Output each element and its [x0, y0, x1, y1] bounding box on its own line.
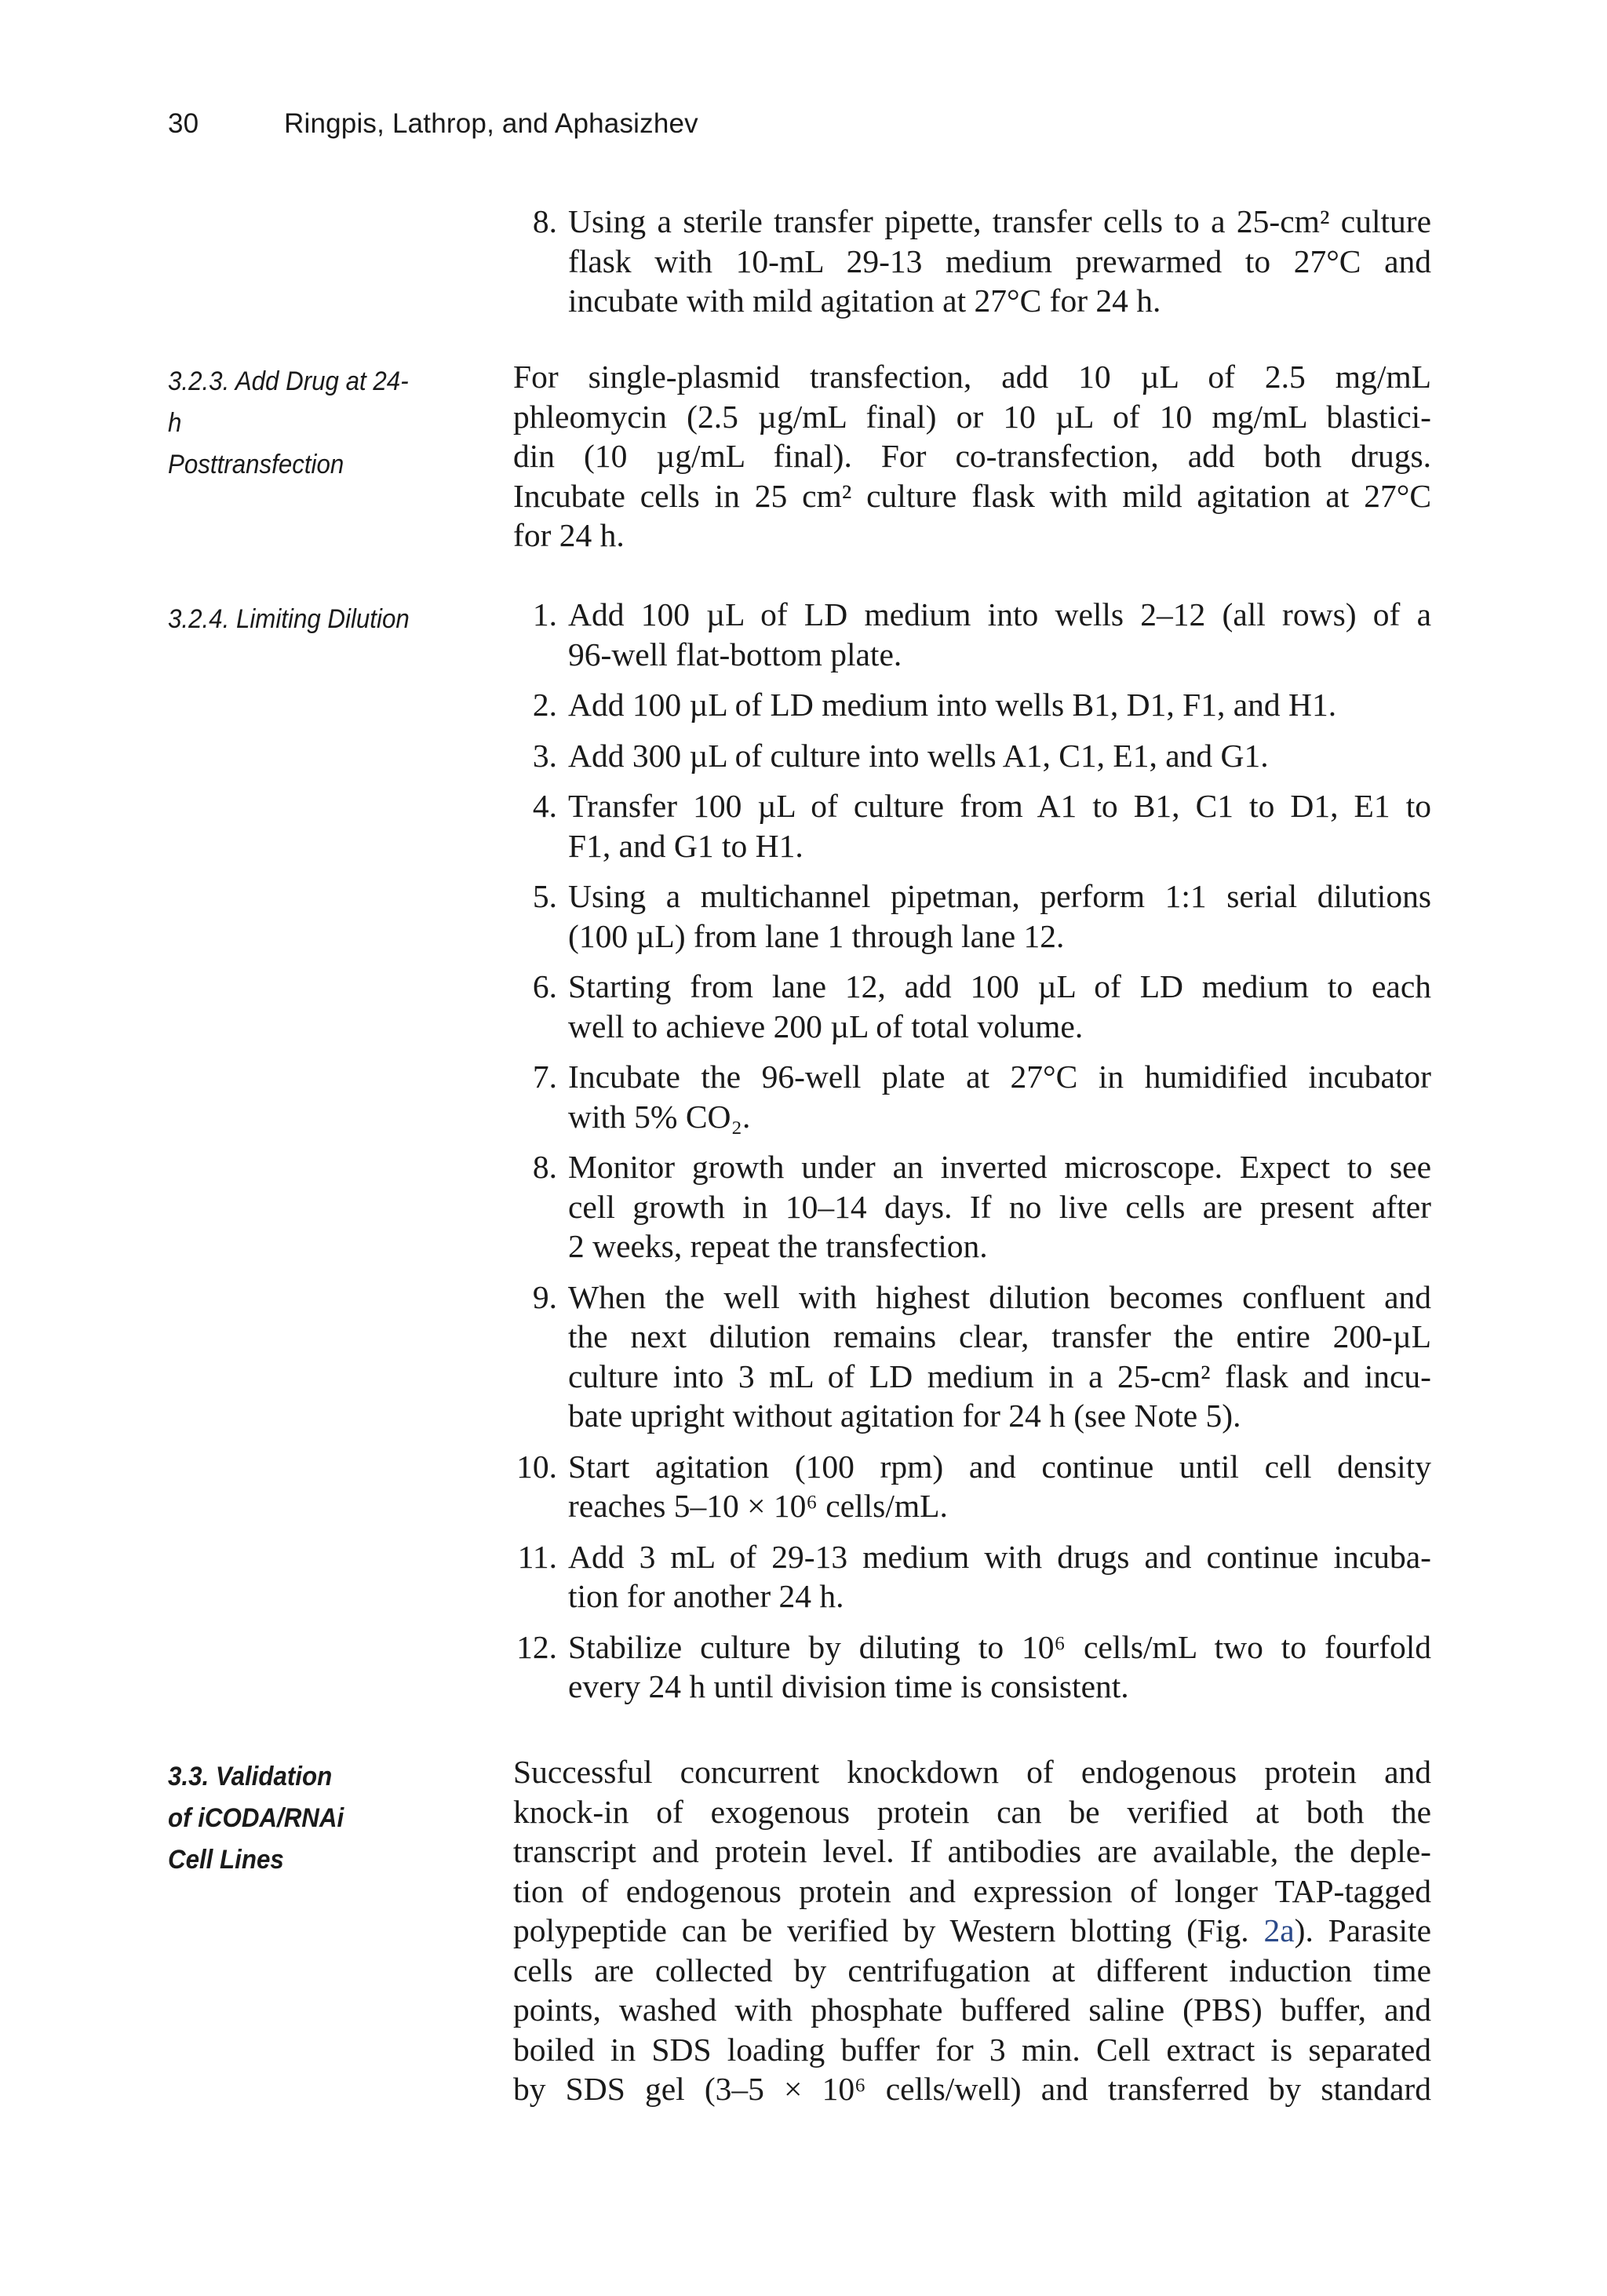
step-line: every 24 h until division time is consistent. — [568, 1668, 1129, 1704]
heading-line: Posttransfection — [168, 450, 344, 479]
step-line: culture into 3 mL of LD medium in a 25-cm² flask and incu- — [568, 1358, 1431, 1394]
paragraph-line: for 24 h. — [513, 517, 625, 553]
step-line: Add 100 µL of LD medium into wells 2–12 (all rows) of a — [568, 596, 1431, 632]
step-line: flask with 10-mL 29-13 medium prewarmed to 27°C and — [568, 242, 1431, 279]
paragraph-line: polypeptide can be verified by Western blotting (Fig. 2a). Parasite — [513, 1912, 1431, 1948]
paragraph-line: phleomycin (2.5 µg/mL final) or 10 µL of 10 mg/mL blastici- — [513, 398, 1431, 435]
step-number: 8. — [532, 1149, 557, 1185]
step-line: with 5% CO₂. — [568, 1098, 751, 1135]
step-line: Stabilize culture by diluting to 10⁶ cells/mL two to fourfold — [568, 1628, 1431, 1665]
step-line: well to achieve 200 µL of total volume. — [568, 1008, 1084, 1044]
step-number: 11. — [517, 1538, 557, 1575]
list-item — [513, 1057, 1431, 1136]
step-line: Monitor growth under an inverted microscope. Expect to see — [568, 1149, 1431, 1185]
step-line: Add 300 µL of culture into wells A1, C1, E1, and G1. — [568, 737, 1269, 774]
limiting-dilution-steps — [513, 595, 1431, 1707]
list-item — [513, 736, 1431, 776]
step-line: Add 100 µL of LD medium into wells B1, D1, F1, and H1. — [568, 687, 1337, 723]
step-line: Incubate the 96-well plate at 27°C in humidified incubator — [568, 1059, 1431, 1095]
step-line: tion for another 24 h. — [568, 1578, 844, 1614]
page-number: 30 — [168, 108, 199, 139]
heading-line: 3.2.4. Limiting Dilution — [168, 604, 410, 634]
step-line: Starting from lane 12, add 100 µL of LD medium to each — [568, 968, 1431, 1004]
section-body-3-2-4 — [513, 595, 1431, 1718]
section-heading-3-3 — [168, 1756, 414, 1881]
step-line: reaches 5–10 × 10⁶ cells/mL. — [568, 1488, 948, 1524]
paragraph-line: Successful concurrent knockdown of endogenous protein and — [513, 1754, 1431, 1790]
section-heading-3-2-4 — [168, 599, 414, 640]
step-number: 10. — [516, 1448, 557, 1485]
step-number: 7. — [532, 1059, 557, 1095]
paragraph-line: For single-plasmid transfection, add 10 µL of 2.5 mg/mL — [513, 359, 1431, 395]
list-item — [513, 1447, 1431, 1526]
step-number: 9. — [532, 1278, 557, 1315]
step-number: 1. — [532, 596, 557, 632]
step-line: F1, and G1 to H1. — [568, 827, 804, 864]
paragraph-line: din (10 µg/mL final). For co-transfection, add both drugs. — [513, 438, 1431, 474]
step-number: 3. — [532, 737, 557, 774]
step-line: Transfer 100 µL of culture from A1 to B1, C1 to D1, E1 to — [568, 788, 1431, 824]
step-line: the next dilution remains clear, transfer the entire 200-µL — [568, 1318, 1431, 1354]
paragraph-line: knock-in of exogenous protein can be verified at both the — [513, 1793, 1431, 1830]
step-line: (100 µL) from lane 1 through lane 12. — [568, 917, 1065, 954]
list-item — [513, 1147, 1431, 1266]
heading-line: 3.2.3. Add Drug at 24-h — [168, 366, 409, 438]
step-number: 6. — [532, 968, 557, 1004]
list-item — [513, 1627, 1431, 1707]
step-number: 4. — [532, 788, 557, 824]
paragraph-line: boiled in SDS loading buffer for 3 min. Cell extract is separated — [513, 2031, 1431, 2068]
step-line: 96-well flat-bottom plate. — [568, 636, 902, 672]
list-item — [513, 876, 1431, 956]
step-line: When the well with highest dilution becomes confluent and — [568, 1278, 1431, 1315]
section-body-3-3 — [513, 1752, 1431, 2109]
step-line: Using a sterile transfer pipette, transfer cells to a 25-cm² culture — [568, 203, 1431, 239]
list-item — [513, 786, 1431, 866]
author-line: Ringpis, Lathrop, and Aphasizhev — [284, 108, 698, 139]
heading-line: Cell Lines — [168, 1845, 284, 1875]
heading-line: of iCODA/RNAi — [168, 1803, 344, 1833]
step-line: bate upright without agitation for 24 h (see Note 5). — [568, 1398, 1241, 1434]
figure-reference-link[interactable]: 2a — [1263, 1912, 1295, 1948]
paragraph-line: transcript and protein level. If antibodies are available, the deple- — [513, 1833, 1431, 1869]
step-line: Start agitation (100 rpm) and continue until cell density — [568, 1448, 1431, 1485]
step-line: Add 3 mL of 29-13 medium with drugs and continue incuba- — [568, 1538, 1431, 1575]
paragraph-line: points, washed with phosphate buffered saline (PBS) buffer, and — [513, 1992, 1431, 2028]
list-item — [513, 685, 1431, 725]
heading-line: 3.3. Validation — [168, 1762, 333, 1791]
step-number: 8. — [532, 203, 557, 239]
paragraph-line: cells are collected by centrifugation at different induction time — [513, 1952, 1431, 1988]
paragraph-line: by SDS gel (3–5 × 10⁶ cells/well) and transferred by standard — [513, 2071, 1431, 2107]
step-number: 5. — [532, 878, 557, 914]
step-line: incubate with mild agitation at 27°C for 24 h. — [568, 282, 1161, 319]
paragraph-line: Incubate cells in 25 cm² culture flask with mild agitation at 27°C — [513, 477, 1431, 514]
list-item — [513, 967, 1431, 1046]
step-number: 12. — [516, 1628, 557, 1665]
list-item — [513, 595, 1431, 674]
list-item — [513, 1537, 1431, 1616]
list-item — [513, 1277, 1431, 1436]
step-number: 2. — [532, 687, 557, 723]
continued-step-list — [513, 202, 1431, 332]
step-line: 2 weeks, repeat the transfection. — [568, 1228, 988, 1264]
step-line: cell growth in 10–14 days. If no live cells are present after — [568, 1188, 1431, 1225]
step-line: Using a multichannel pipetman, perform 1:1 serial dilutions — [568, 878, 1431, 914]
paragraph-line: tion of endogenous protein and expression of longer TAP-tagged — [513, 1872, 1431, 1909]
section-heading-3-2-3 — [168, 361, 414, 486]
list-item — [513, 202, 1431, 321]
section-body-3-2-3 — [513, 357, 1431, 556]
running-header — [168, 108, 698, 140]
